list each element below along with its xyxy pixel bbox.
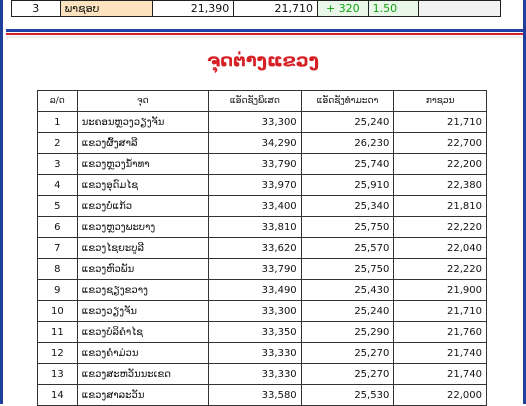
province-name: ແຂວງຜົ້ງສາລີ [77, 133, 208, 154]
table-row [38, 280, 487, 301]
special-gasoline-price: 33,970 [209, 175, 302, 196]
divider-white [6, 36, 523, 38]
row-number: 11 [38, 322, 78, 343]
province-name: ແຂວງສາລະວັນ [77, 385, 208, 406]
regular-gasoline-price: 25,570 [301, 238, 394, 259]
regular-gasoline-price: 25,340 [301, 196, 394, 217]
regular-gasoline-price: 25,910 [301, 175, 394, 196]
province-name: ແຂວງບໍ່ແກ້ວ [77, 196, 208, 217]
diesel-price: 21,740 [394, 364, 487, 385]
table-row [38, 238, 487, 259]
table-header-row [38, 91, 487, 112]
row-number: 2 [38, 133, 78, 154]
header-diesel: ກາຊວນ [394, 91, 487, 112]
regular-gasoline-price: 25,750 [301, 259, 394, 280]
table-row [38, 133, 487, 154]
row-number: 13 [38, 364, 78, 385]
row-number: 8 [38, 259, 78, 280]
regular-gasoline-price: 25,740 [301, 154, 394, 175]
diesel-price: 21,740 [394, 343, 487, 364]
regular-gasoline-price: 25,240 [301, 112, 394, 133]
divider-red [6, 33, 523, 35]
row-number: 10 [38, 301, 78, 322]
special-gasoline-price: 33,300 [209, 301, 302, 322]
header-place: ຈຸດ [77, 91, 208, 112]
row-number: 7 [38, 238, 78, 259]
special-gasoline-price: 33,790 [209, 259, 302, 280]
table-row [38, 154, 487, 175]
percent-change: 1.50 [368, 1, 419, 17]
diesel-price: 22,220 [394, 217, 487, 238]
table-row [12, 1, 501, 17]
regular-gasoline-price: 25,270 [301, 343, 394, 364]
regular-gasoline-price: 25,270 [301, 364, 394, 385]
diesel-price: 21,710 [394, 112, 487, 133]
new-price: 21,710 [234, 1, 318, 17]
province-name: ແຂວງຄໍາມ່ວນ [77, 343, 208, 364]
top-summary-table [11, 0, 501, 17]
special-gasoline-price: 33,330 [209, 343, 302, 364]
special-gasoline-price: 33,300 [209, 112, 302, 133]
table-row [38, 301, 487, 322]
province-name: ແຂວງຊຽງຂວາງ [77, 280, 208, 301]
special-gasoline-price: 33,620 [209, 238, 302, 259]
row-number: 3 [12, 1, 61, 17]
row-number: 3 [38, 154, 78, 175]
row-number: 12 [38, 343, 78, 364]
table-body [38, 112, 487, 406]
regular-gasoline-price: 26,230 [301, 133, 394, 154]
special-gasoline-price: 33,330 [209, 364, 302, 385]
table-row [38, 259, 487, 280]
diesel-price: 22,000 [394, 385, 487, 406]
province-name: ແຂວງສະຫວັນນະເຂດ [77, 364, 208, 385]
provincial-price-table [37, 90, 487, 406]
special-gasoline-price: 34,290 [209, 133, 302, 154]
special-gasoline-price: 33,400 [209, 196, 302, 217]
table-row [38, 217, 487, 238]
diesel-price: 22,700 [394, 133, 487, 154]
diesel-price: 21,760 [394, 322, 487, 343]
row-number: 14 [38, 385, 78, 406]
province-name: ນະຄອນຫຼວງວຽງຈັນ [77, 112, 208, 133]
diesel-price: 22,380 [394, 175, 487, 196]
regular-gasoline-price: 25,240 [301, 301, 394, 322]
header-regular: ແອັດຊັງທໍາມະດາ [301, 91, 394, 112]
diesel-price: 22,220 [394, 259, 487, 280]
regular-gasoline-price: 25,750 [301, 217, 394, 238]
table-row [38, 364, 487, 385]
province-name: ແຂວງໄຊຍະບູລີ [77, 238, 208, 259]
table-row [38, 196, 487, 217]
diesel-price: 22,040 [394, 238, 487, 259]
header-special: ແອັດຊັງພິເສດ [209, 91, 302, 112]
divider-blue [6, 29, 523, 32]
special-gasoline-price: 33,350 [209, 322, 302, 343]
table-row [38, 385, 487, 406]
old-price: 21,390 [152, 1, 234, 17]
row-number: 4 [38, 175, 78, 196]
regular-gasoline-price: 25,290 [301, 322, 394, 343]
product-name: ພາຊອບ [60, 1, 152, 17]
special-gasoline-price: 33,490 [209, 280, 302, 301]
price-change: + 320 [317, 1, 368, 17]
table-row [38, 322, 487, 343]
province-name: ແຂວງອຸດົມໄຊ [77, 175, 208, 196]
province-name: ແຂວງບໍລິຄໍາໄຊ [77, 322, 208, 343]
province-name: ແຂວງວຽງຈັນ [77, 301, 208, 322]
diesel-price: 21,810 [394, 196, 487, 217]
diesel-price: 21,900 [394, 280, 487, 301]
special-gasoline-price: 33,790 [209, 154, 302, 175]
diesel-price: 21,710 [394, 301, 487, 322]
province-name: ແຂວງຫົວພັນ [77, 259, 208, 280]
province-name: ແຂວງຫຼວງນໍ້າທາ [77, 154, 208, 175]
special-gasoline-price: 33,580 [209, 385, 302, 406]
table-row [38, 175, 487, 196]
diesel-price: 22,200 [394, 154, 487, 175]
province-name: ແຂວງຫຼວງພະບາງ [77, 217, 208, 238]
table-row [38, 343, 487, 364]
empty-cell [419, 1, 501, 17]
section-title: ຈຸດຕ່າງແຂວງ [207, 50, 319, 71]
row-number: 1 [38, 112, 78, 133]
header-no: ລ/ດ [38, 91, 78, 112]
table-row [38, 112, 487, 133]
row-number: 9 [38, 280, 78, 301]
special-gasoline-price: 33,810 [209, 217, 302, 238]
regular-gasoline-price: 25,430 [301, 280, 394, 301]
row-number: 6 [38, 217, 78, 238]
regular-gasoline-price: 25,530 [301, 385, 394, 406]
row-number: 5 [38, 196, 78, 217]
